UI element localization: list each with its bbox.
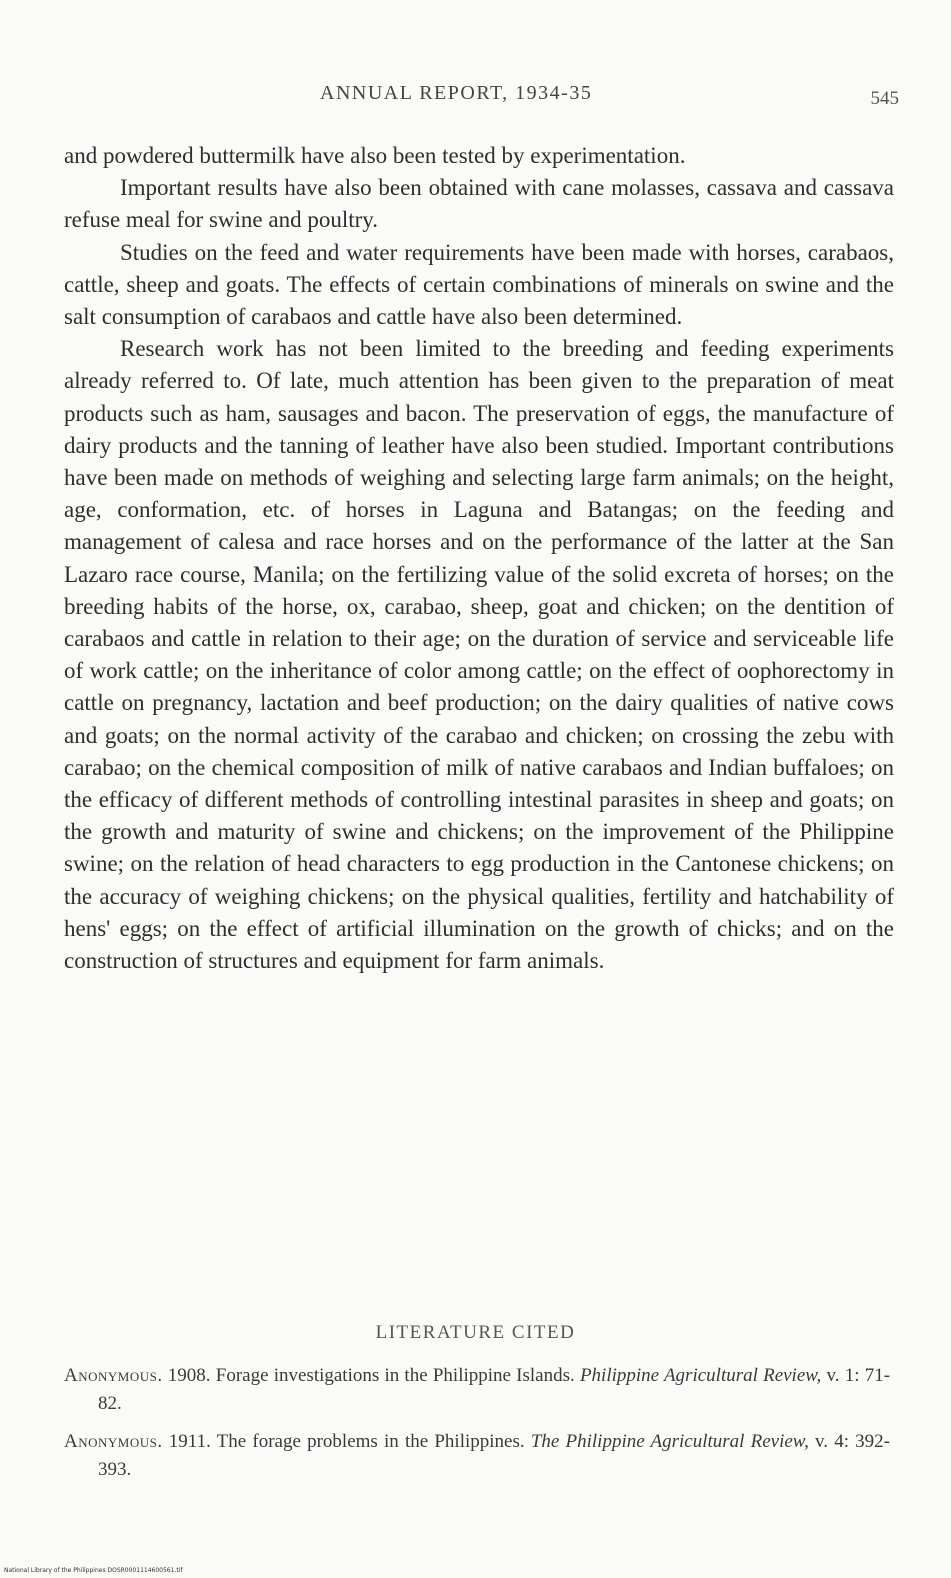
- paragraph-research: Research work has not been limited to the breeding and feeding experiments already referred to. Of late, much attention has been given to the preparation of meat products such as ham, sausages and bacon. The preservation of eggs, the manufacture of dairy products and the tanning of leather have also been studied. Important contributions have been made on methods of weighing and selecting large farm animals; on the height, age, conformation, etc. of horses in Laguna and Batangas; on the feeding and management of calesa and race horses and on the performance of the latter at the San Lazaro race course, Manila; on the fertilizing value of the solid excreta of horses; on the breeding habits of the horse, ox, carabao, sheep, goat and chicken; on the dentition of carabaos and cattle in relation to their age; on the duration of service and serviceable life of work cattle; on the inheritance of color among cattle; on the effect of oophorectomy in cattle on pregnancy, lactation and beef production; on the dairy qualities of native cows and goats; on the normal activity of the carabao and chicken; on crossing the zebu with carabao; on the chemical composition of milk of native carabaos and Indian buffaloes; on the efficacy of different methods of controlling intestinal parasites in sheep and goats; on the growth and maturity of swine and chickens; on the improvement of the Philippine swine; on the relation of head characters to egg production in the Cantonese chickens; on the accuracy of weighing chickens; on the physical qualities, fertility and hatchability of hens' eggs; on the effect of artificial illumination on the growth of chicks; and on the construction of structures and equipment for farm animals.: [64, 336, 894, 974]
- reference-journal: Philippine Agricultural Review,: [579, 1365, 822, 1386]
- literature-cited-heading: LITERATURE CITED: [375, 1322, 576, 1343]
- reference-citation: v. 4: 392-393.: [98, 1431, 891, 1480]
- paragraph-continuation: and powdered buttermilk have also been tested by experimentation.: [64, 143, 686, 168]
- running-head: [0, 80, 951, 110]
- reference-journal: The Philippine Agricultural Review,: [530, 1431, 809, 1452]
- paragraph-molasses: Important results have also been obtained with cane molasses, cassava and cassava refuse meal for swine and poultry.: [64, 175, 894, 233]
- reference-title: The forage problems in the Philippines.: [216, 1431, 525, 1452]
- reference-year: 1908.: [167, 1365, 211, 1386]
- reference-year: 1911.: [168, 1431, 211, 1452]
- reference-item: [64, 1362, 890, 1418]
- running-title: ANNUAL REPORT, 1934-35: [320, 82, 593, 104]
- scan-footer-note: National Library of the Philippines DOSR0001114600561.tif: [4, 1567, 183, 1574]
- reference-list: [64, 1362, 890, 1494]
- body-text: [64, 140, 894, 977]
- reference-title: Forage investigations in the Philippine Islands.: [215, 1365, 575, 1386]
- reference-item: [64, 1428, 890, 1484]
- reference-citation: v. 1: 71-82.: [98, 1365, 891, 1414]
- reference-author: Anonymous.: [64, 1431, 163, 1452]
- reference-author: Anonymous.: [64, 1365, 163, 1386]
- page-number: 545: [870, 88, 899, 109]
- paragraph-feed-water: Studies on the feed and water requirements have been made with horses, carabaos, cattle, sheep and goats. The effects of certain combinations of minerals on swine and the salt consumption of carabaos and cattle have also been determined.: [64, 239, 894, 330]
